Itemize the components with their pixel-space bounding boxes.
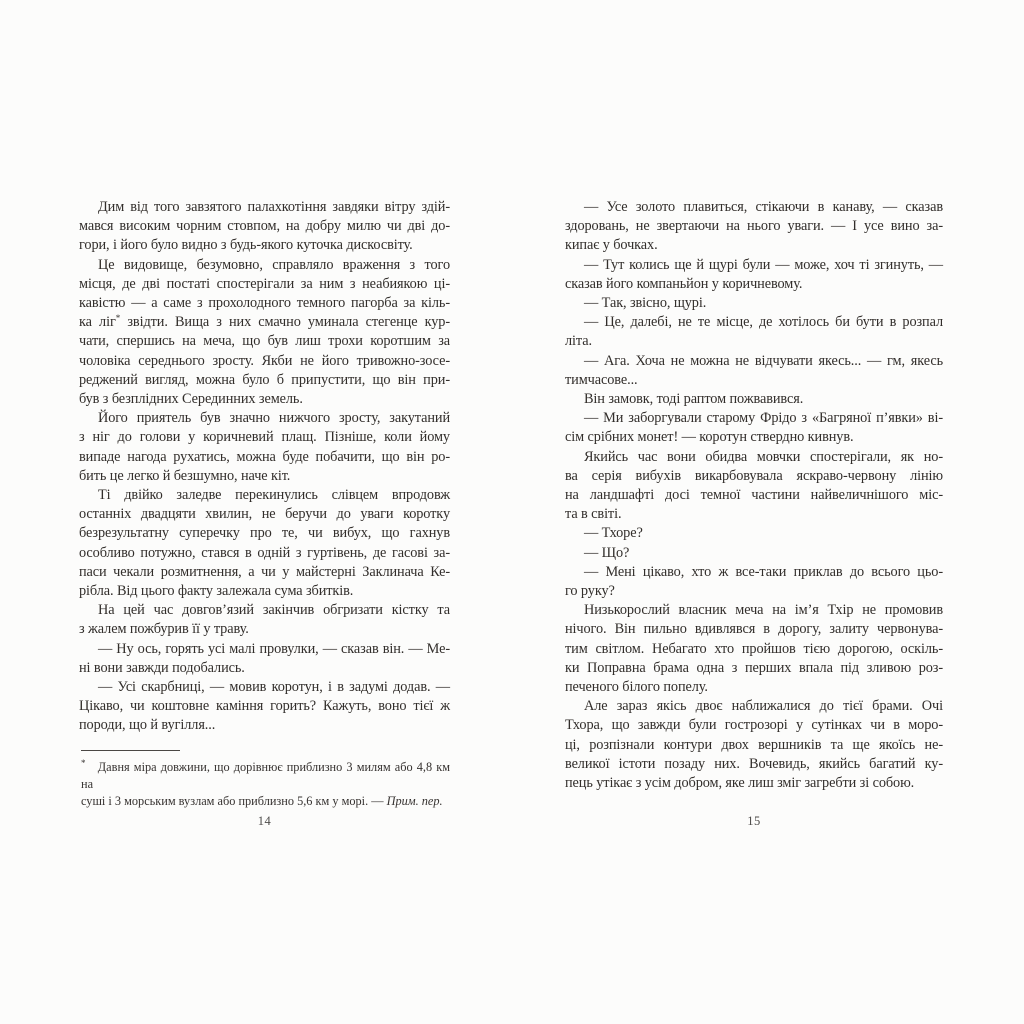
text-line: — Ми заборгували старому Фрідо з «Багряної п’явки» ві- <box>584 410 943 427</box>
text-line: Тхора, що завжди були гострозорі у сутінках чи в моро- <box>565 717 943 734</box>
text-line: ні вони завжди подобались. <box>79 659 245 676</box>
paragraph <box>79 678 450 736</box>
text-line: Цікаво, чи коштовне каміння горить? Кажуть, воно тієї ж <box>79 698 450 715</box>
page-left <box>79 0 450 1024</box>
text-line: ва серія вибухів викарбовувала яскраво-червону лінію <box>565 467 943 484</box>
text-line: ці, розпізнали контури двох вершників та ще якоїсь не- <box>565 736 943 753</box>
text-line: Але зараз якісь двоє наближалися до тієї брами. Очі <box>584 698 943 715</box>
paragraph <box>565 697 943 793</box>
text-line: Він замовк, тоді раптом пожвавився. <box>584 391 804 408</box>
paragraph <box>79 601 450 639</box>
page-number-left: 14 <box>257 814 272 828</box>
text-line: сказав його компаньйон у коричневому. <box>565 275 803 292</box>
footnote-text <box>81 759 450 809</box>
paragraph <box>565 601 943 697</box>
text-line: реджений вигляд, можна було б припустити, що він при- <box>79 371 450 388</box>
text-line: тим світлом. Небагато хто пройшов тією дорогою, оскіль- <box>565 640 943 657</box>
text-line: — Усі скарбниці, — мовив коротун, і в задумі додав. — <box>98 679 450 696</box>
paragraph <box>565 256 943 294</box>
text-line: ки Поправна брама одна з перших впала під зливою роз- <box>565 659 943 676</box>
text-line: останніх двадцяти хвилин, не беручи до уваги коротку <box>79 506 450 523</box>
text-line: випаде нагода рухатись, можна буде побачити, що він ро- <box>79 448 450 465</box>
footnote-line: суші і 3 морським вузлам або приблизно 5,6 км у морі. — Прим. пер. <box>81 793 443 808</box>
text-line: Ті двійко заледве перекинулись слівцем впродовж <box>98 487 450 504</box>
text-line: — Так, звісно, щурі. <box>584 295 707 312</box>
text-line: Його приятель був значно нижчого зросту, закутаний <box>98 410 450 427</box>
page-right-text-column <box>565 198 943 793</box>
paragraph <box>565 409 943 447</box>
text-line: пець утікає з усім добром, яке лиш зміг загребти зі собою. <box>565 775 915 792</box>
text-line: особливо потужно, стався в одній з гуртівень, де гасові за- <box>79 544 450 561</box>
text-line: тимчасове... <box>565 371 638 388</box>
text-line: породи, що й вугілля... <box>79 717 216 734</box>
paragraph <box>79 486 450 601</box>
text-line: гори, і його було видно з будь-якого куточка дискосвіту. <box>79 237 413 254</box>
text-line: рібла. Від цього факту залежала сума збитків. <box>79 583 354 600</box>
paragraph <box>79 640 450 678</box>
paragraph <box>565 313 943 351</box>
page-left-text-column <box>79 198 450 736</box>
paragraph <box>79 198 450 256</box>
text-line: кавістю — а саме з прохолодного темного пагорба за кіль- <box>79 295 450 312</box>
text-line: — Тхоре? <box>584 525 643 542</box>
text-line: мався високим чорним стовпом, на добру милю чи дві до- <box>79 218 450 235</box>
text-line: паси чекали розмитнення, а чи у майстерні Заклинача Ке- <box>79 563 450 580</box>
text-line: з ніг до голови у коричневий плащ. Пізніше, коли йому <box>79 429 450 446</box>
text-line: та в світі. <box>565 506 622 523</box>
text-line: На цей час довгов’язий закінчив обгризати кістку та <box>98 602 450 619</box>
paragraph <box>565 524 943 543</box>
text-line: чоловіка середнього зросту. Якби не його тривожно-зосе- <box>79 352 450 369</box>
page-right <box>565 0 943 1024</box>
text-line: — Мені цікаво, хто ж все-таки приклав до всього цьо- <box>584 563 943 580</box>
text-line: літа. <box>565 333 592 350</box>
text-line: нічого. Він пильно вдивлявся в дорогу, залиту червонува- <box>565 621 943 638</box>
page-number-right: 15 <box>747 814 761 828</box>
text-line: кипає у бочках. <box>565 237 658 254</box>
text-line: сім срібних монет! — коротун ствердно кивнув. <box>565 429 854 446</box>
text-line: Дим від того завзятого палахкотіння завдяки вітру здій- <box>98 199 450 215</box>
text-line: Це видовище, безумовно, справляло враження з того <box>98 256 450 273</box>
paragraph <box>565 294 943 313</box>
text-line: бить це легко й безшумно, наче кіт. <box>79 467 291 484</box>
paragraph <box>79 409 450 486</box>
text-line: з жалем пожбурив її у траву. <box>79 621 249 638</box>
text-line: здоровань, не звертаючи на нього уваги. — І усе вино за- <box>565 218 943 235</box>
paragraph <box>565 198 943 256</box>
paragraph <box>565 563 943 601</box>
text-line: — Це, далебі, не те місце, де хотілось би бути в розпал <box>584 314 943 331</box>
footnote <box>81 750 450 809</box>
paragraph <box>565 544 943 563</box>
text-line: безрезультатну суперечку про те, чи вибух, що гахнув <box>79 525 450 542</box>
text-line: місця, де дві постаті спостерігали за ним з неабиякою ці- <box>79 275 450 292</box>
text-line: великої істоти позаду них. Вочевидь, якийсь багатий ку- <box>565 755 943 772</box>
paragraph <box>565 448 943 525</box>
text-line: був з безплідних Серединних земель. <box>79 391 303 408</box>
text-line: Низькорослий власник меча на ім’я Тхір не промовив <box>584 602 943 619</box>
footnote-rule <box>81 750 180 751</box>
text-line: — Ага. Хоча не можна не відчувати якесь... — гм, якесь <box>584 352 943 369</box>
text-line: — Усе золото плавиться, стікаючи в канаву, — сказав <box>584 199 943 215</box>
text-line: — Тут колись ще й щурі були — може, хоч ті згинуть, — <box>584 256 943 273</box>
text-line: го руку? <box>565 583 615 600</box>
paragraph <box>79 256 450 410</box>
footnote-line: * Давня міра довжини, що дорівнює приблизно 3 милям або 4,8 км на <box>81 758 450 791</box>
text-line: ка ліг* звідти. Вища з них смачно уминала стегенце кур- <box>79 313 450 331</box>
text-line: чати, спершись на меча, що був лиш трохи коротшим за <box>79 333 450 350</box>
text-line: печеного білого попелу. <box>565 679 708 696</box>
text-line: Якийсь час вони обидва мовчки спостерігали, як но- <box>584 448 943 465</box>
text-line: на ландшафті досі темної частини найвеличнішого міс- <box>565 487 943 504</box>
paragraph <box>565 352 943 390</box>
paragraph <box>565 390 943 409</box>
text-line: — Ну ось, горять усі малі провулки, — сказав він. — Ме- <box>98 640 450 657</box>
text-line: — Що? <box>584 544 630 561</box>
